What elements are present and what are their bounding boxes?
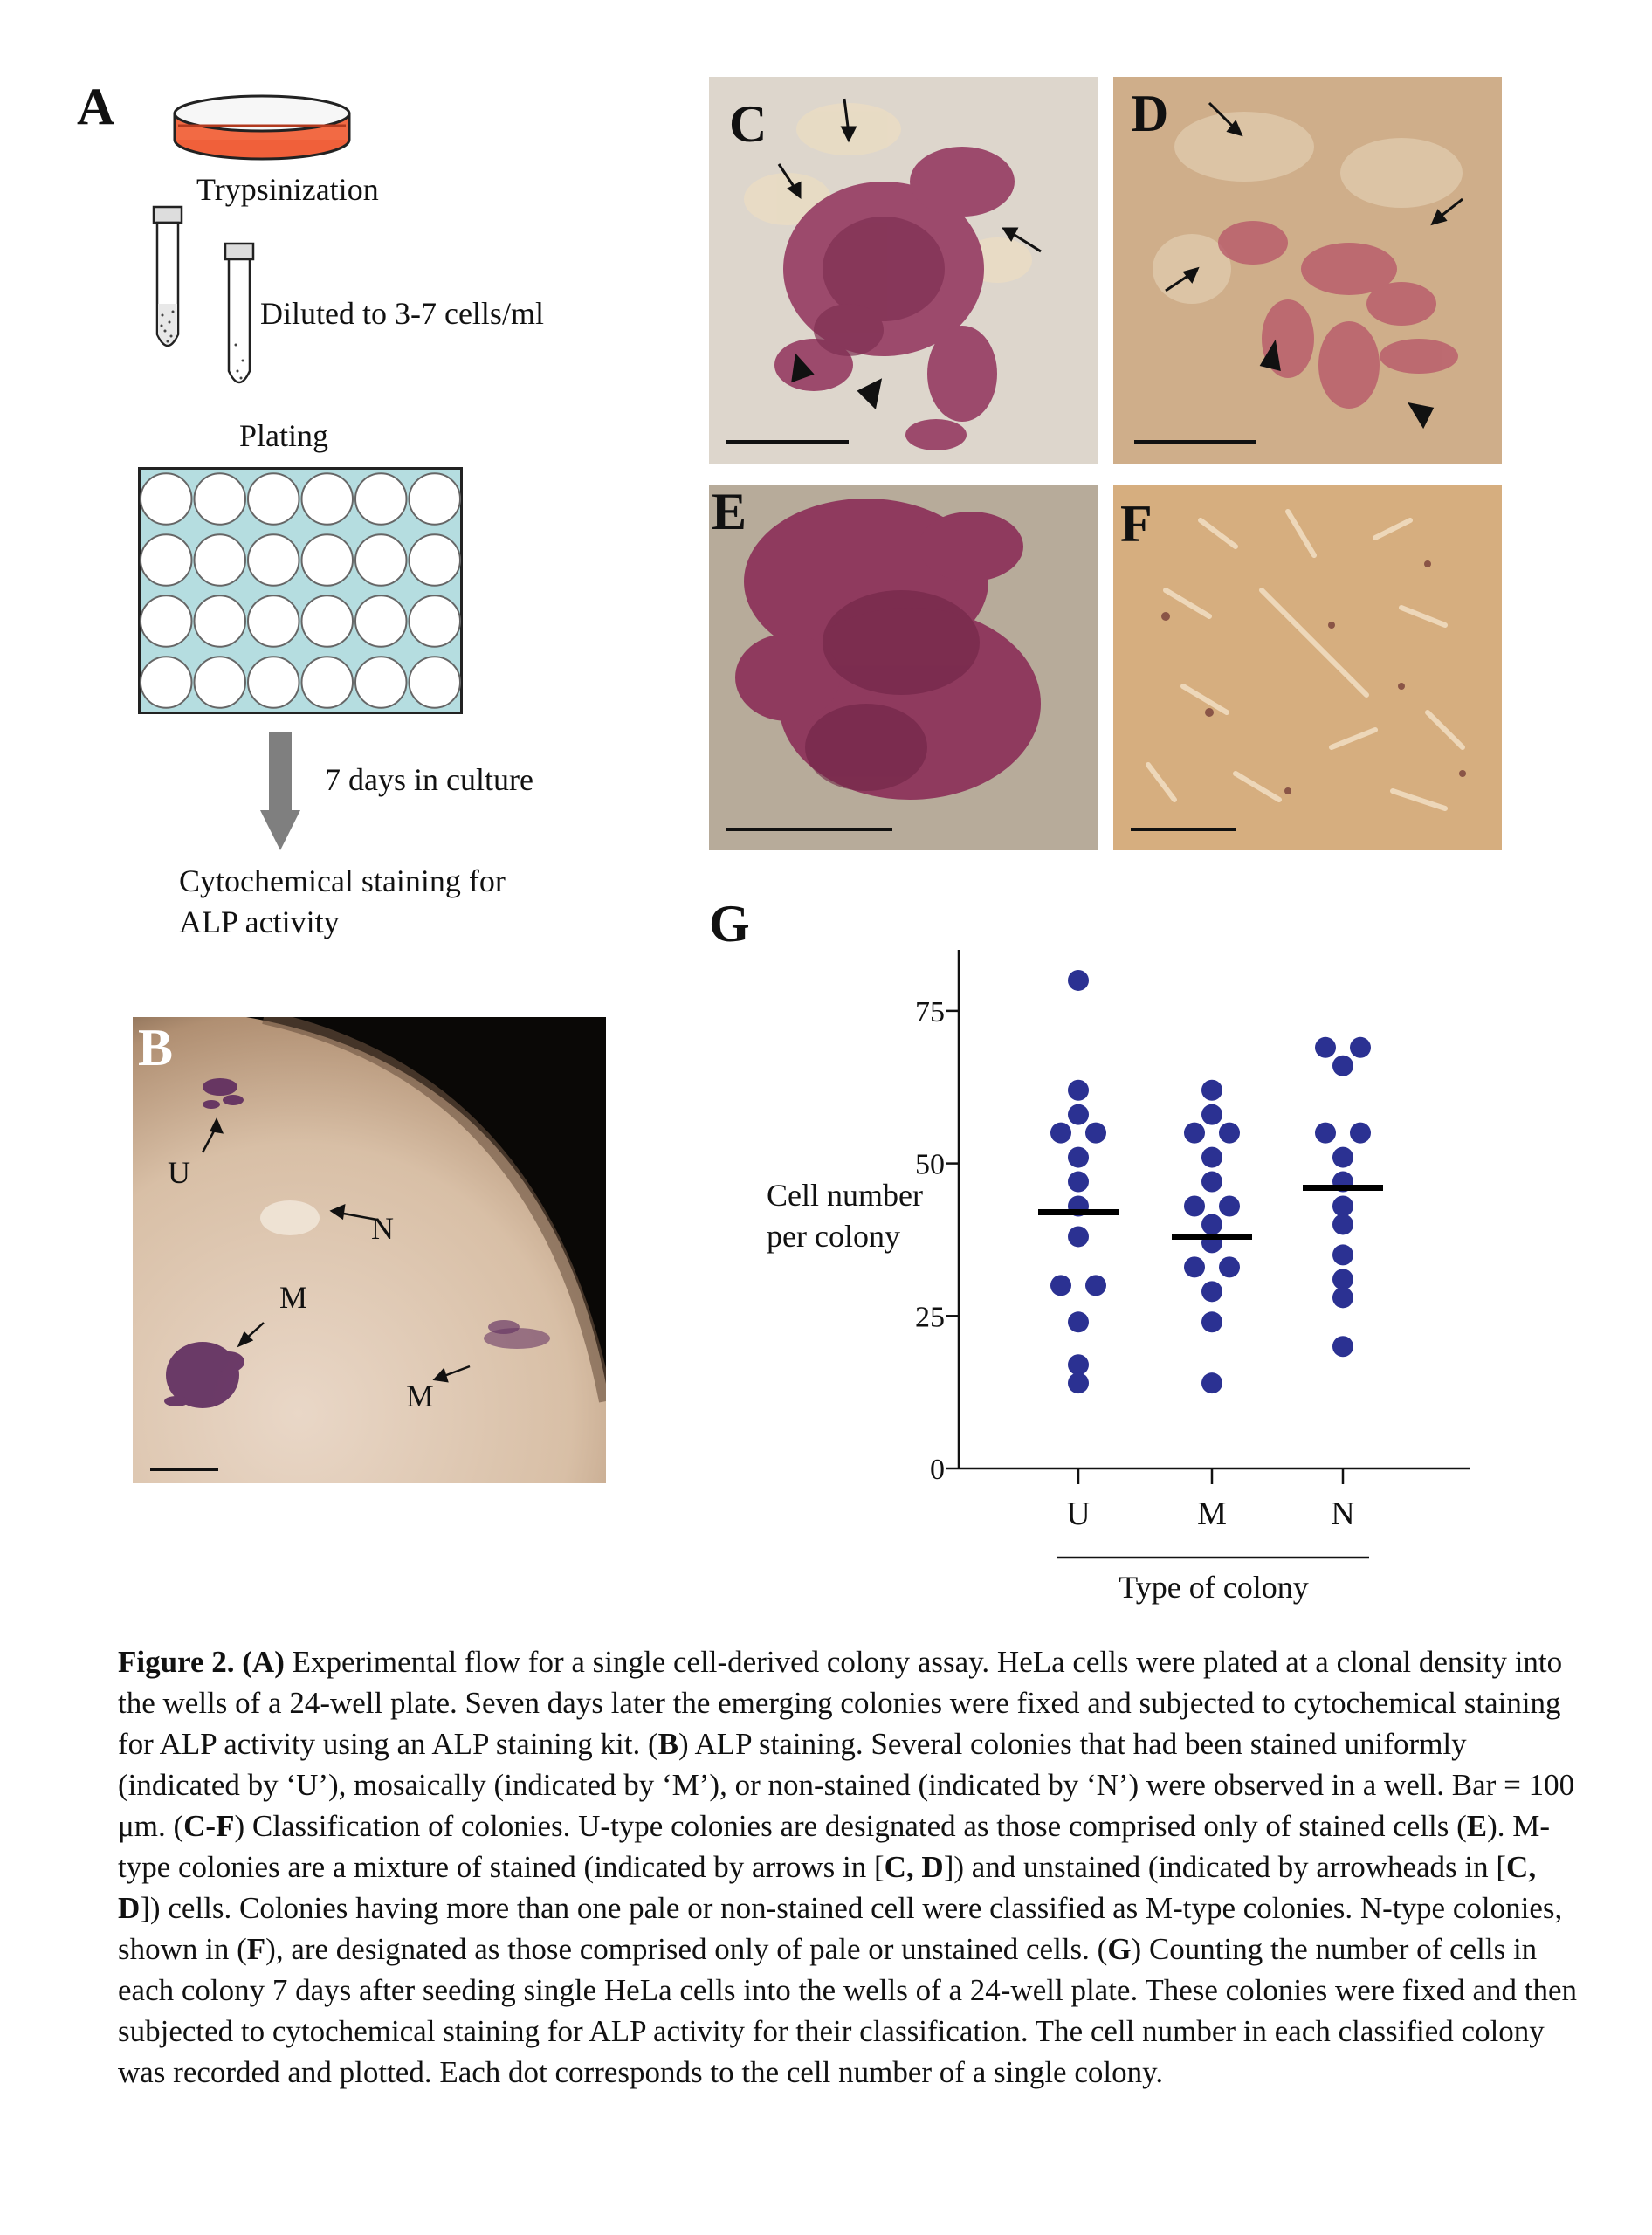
label-n: N: [371, 1211, 394, 1246]
plate-well: [141, 595, 192, 647]
x-tick-label-m: M: [1197, 1496, 1227, 1532]
caption-tag-cd-1: C, D: [884, 1850, 944, 1884]
trypsinization-label: Trypsinization: [196, 172, 379, 207]
diluted-label: Diluted to 3-7 cells/ml: [260, 296, 544, 331]
panel-b-micrograph: [133, 1017, 606, 1483]
plate-well: [410, 534, 461, 586]
data-point-n: [1332, 1056, 1353, 1076]
caption-tag-cf: C-F: [183, 1809, 235, 1843]
panel-g-chart: [891, 925, 1519, 1615]
data-point-n: [1315, 1123, 1336, 1144]
caption-text-2: ) ALP staining. Several colonies that had been stained uniformly (indicated by ‘U’), mosaically (indicated by ‘M’), or non-stained (indicated by ‘N’) were observed in a well. Bar = 100 μm. (: [118, 1727, 1575, 1843]
culture-label: 7 days in culture: [325, 762, 533, 797]
data-point-u: [1068, 1147, 1089, 1168]
plate-well: [141, 657, 192, 708]
data-point-n: [1332, 1336, 1353, 1357]
data-point-m: [1201, 1214, 1222, 1234]
data-point-u: [1068, 1372, 1089, 1393]
panel-d-letter: D: [1131, 85, 1169, 142]
plate-well: [355, 534, 407, 586]
panel-f-micrograph: [1113, 485, 1502, 850]
data-point-m: [1201, 1172, 1222, 1193]
y-tick-label: 75: [915, 995, 945, 1028]
plate-well: [410, 473, 461, 525]
y-tick-label: 0: [930, 1454, 945, 1486]
data-point-n: [1332, 1269, 1353, 1289]
caption-tag-cd-2: C, D: [118, 1850, 1537, 1925]
data-point-m: [1184, 1256, 1205, 1277]
data-point-u: [1068, 1226, 1089, 1247]
label-m-2: M: [406, 1379, 435, 1413]
data-point-m: [1201, 1147, 1222, 1168]
plate-well: [302, 473, 354, 525]
plating-label: Plating: [239, 418, 329, 453]
plate-well: [302, 657, 354, 708]
plate-well: [195, 657, 246, 708]
plate-well: [410, 595, 461, 647]
tube-icon-diluted: [220, 240, 259, 397]
plate-well: [410, 657, 461, 708]
label-u: U: [168, 1155, 190, 1190]
data-point-m: [1184, 1196, 1205, 1217]
data-point-u: [1068, 1311, 1089, 1332]
caption-tag-e: E: [1466, 1809, 1488, 1843]
figure-label: Figure 2.: [118, 1645, 235, 1679]
down-arrow-icon: [260, 732, 300, 852]
data-point-n: [1350, 1037, 1371, 1058]
data-point-u: [1050, 1275, 1071, 1296]
panel-f-letter: F: [1120, 495, 1153, 553]
panel-e-micrograph: [709, 485, 1098, 850]
data-point-u: [1068, 1104, 1089, 1125]
caption-tag-f: F: [246, 1932, 266, 1966]
data-point-u: [1068, 970, 1089, 991]
x-axis-label: Type of colony: [1119, 1570, 1309, 1605]
petri-dish-icon: [166, 94, 358, 164]
data-point-m: [1219, 1123, 1240, 1144]
data-point-n: [1350, 1123, 1371, 1144]
caption-text-5: ]) and unstained (indicated by arrowheads in [: [943, 1850, 1507, 1884]
plate-well: [302, 534, 354, 586]
tube-icon: [148, 203, 188, 361]
data-point-n: [1332, 1244, 1353, 1265]
panel-b-letter: B: [138, 1019, 174, 1076]
data-point-n: [1315, 1037, 1336, 1058]
data-point-u: [1050, 1123, 1071, 1144]
data-point-n: [1332, 1196, 1353, 1217]
data-point-m: [1201, 1311, 1222, 1332]
data-point-u: [1068, 1172, 1089, 1193]
panel-a-letter: A: [77, 78, 115, 135]
caption-text-1: Experimental flow for a single cell-derived colony assay. HeLa cells were plated at a clonal density into the wells of a 24-well plate. Seven days later the emerging colonies were fixed and subjected to cytochemical staining for ALP activity using an ALP staining kit. (: [118, 1645, 1563, 1761]
panel-c-micrograph: [709, 77, 1098, 464]
data-point-m: [1219, 1196, 1240, 1217]
panel-c-letter: C: [729, 95, 767, 153]
x-tick-label-n: N: [1331, 1496, 1355, 1532]
figure-caption: [118, 1641, 1585, 2093]
data-point-u: [1085, 1275, 1106, 1296]
y-tick-label: 50: [915, 1148, 945, 1181]
caption-tag-g: G: [1107, 1932, 1132, 1966]
data-point-n: [1332, 1287, 1353, 1308]
plate-well: [248, 595, 299, 647]
caption-text-3: ) Classification of colonies. U-type colonies are designated as those comprised only of stained cells (: [234, 1809, 1467, 1843]
plate-well: [355, 595, 407, 647]
data-point-m: [1201, 1372, 1222, 1393]
plate-well: [248, 534, 299, 586]
data-point-u: [1068, 1080, 1089, 1101]
x-tick-label-u: U: [1066, 1496, 1091, 1532]
data-point-n: [1332, 1147, 1353, 1168]
plate-well: [355, 473, 407, 525]
caption-tag-b: B: [657, 1727, 678, 1761]
data-point-m: [1201, 1104, 1222, 1125]
plate-well: [195, 534, 246, 586]
caption-text-4: ). M-type colonies are a mixture of stained (indicated by arrows in [: [118, 1809, 1551, 1884]
caption-text-7: ), are designated as those comprised only of pale or unstained cells. (: [265, 1932, 1108, 1966]
panel-d-micrograph: [1113, 77, 1502, 464]
data-point-u: [1068, 1354, 1089, 1375]
panel-g-letter: G: [709, 895, 750, 952]
staining-label-line2: ALP activity: [179, 904, 340, 939]
plate-well: [195, 473, 246, 525]
data-point-m: [1201, 1281, 1222, 1302]
data-point-u: [1085, 1123, 1106, 1144]
y-tick-label: 25: [915, 1301, 945, 1334]
plate-well: [248, 473, 299, 525]
plate-well: [141, 473, 192, 525]
plate-well: [355, 657, 407, 708]
caption-tag-a: (A): [242, 1645, 285, 1679]
caption-text-6: ]) cells. Colonies having more than one pale or non-stained cell were classified as M-type colonies. N-type colonies, shown in (: [118, 1891, 1563, 1966]
label-m-1: M: [279, 1280, 308, 1315]
panel-e-letter: E: [712, 483, 747, 540]
data-point-m: [1219, 1256, 1240, 1277]
plate-well: [141, 534, 192, 586]
plate-well: [302, 595, 354, 647]
data-point-n: [1332, 1214, 1353, 1234]
plate-well: [248, 657, 299, 708]
g-ylabel-line1: Cell number: [767, 1178, 923, 1213]
caption-text-8: ) Counting the number of cells in each colony 7 days after seeding single HeLa cells into the wells of a 24-well plate. These colonies were fixed and then subjected to cytochemical staining for ALP activity for their classification. The cell number in each classified colony was recorded and plotted. Each dot corresponds to the cell number of a single colony.: [118, 1932, 1577, 2089]
staining-label-line1: Cytochemical staining for: [179, 863, 506, 898]
data-point-m: [1201, 1080, 1222, 1101]
plate-well: [195, 595, 246, 647]
g-ylabel-line2: per colony: [767, 1219, 900, 1254]
well-plate: [138, 467, 463, 714]
data-point-m: [1184, 1123, 1205, 1144]
